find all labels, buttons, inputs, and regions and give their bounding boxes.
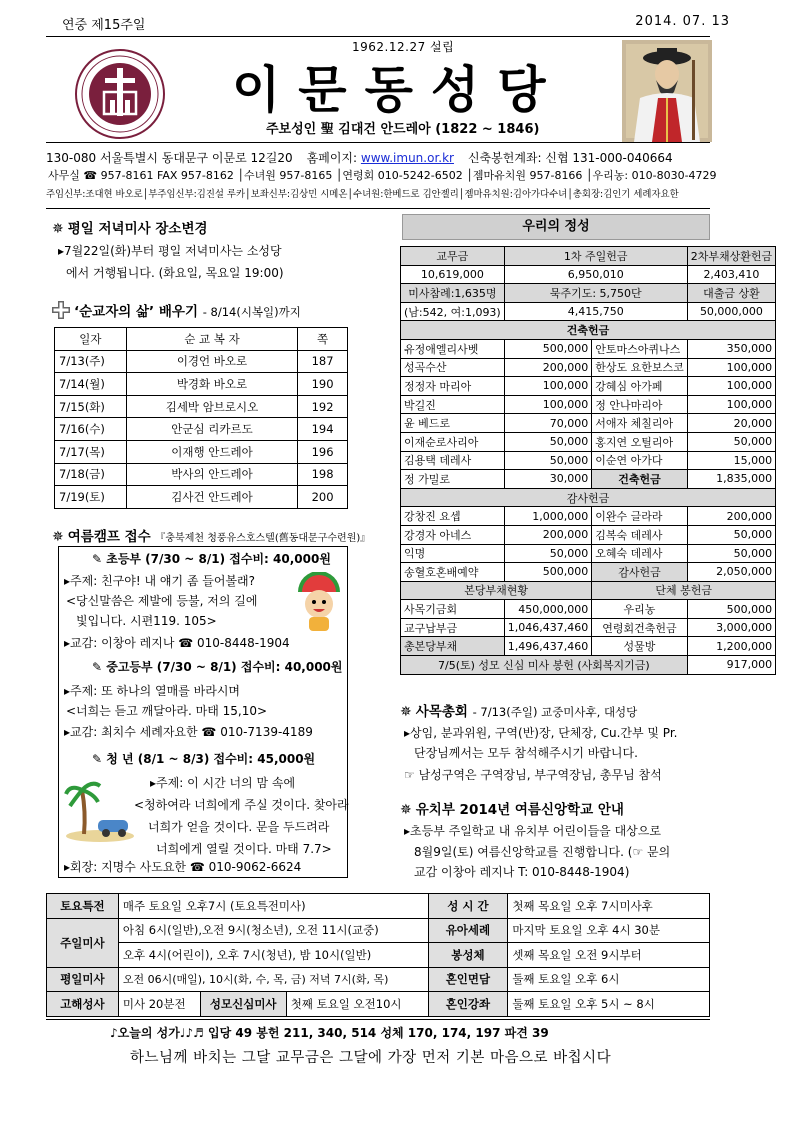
fin-head-first: 1차 주일헌금 <box>504 247 687 266</box>
table-row: 교구납부금 1,046,437,460 연령회건축헌금 3,000,000 <box>401 618 776 637</box>
building-fund-head: 건축헌금 <box>401 321 776 340</box>
patron-saint: 주보성인 聖 김대건 안드레아 (1822 ~ 1846) <box>266 122 540 137</box>
camp-youth-verse-1: <청하여라 너희에게 주실 것이다. 찾아라 <box>134 798 349 812</box>
table-row: 7/19(토) 김사건 안드레아 200 <box>55 486 348 509</box>
header-rule <box>46 36 710 37</box>
thanks-fund-head: 감사헌금 <box>401 488 776 507</box>
watermelon-kid-image <box>292 572 346 634</box>
fin-head-tithe: 교무금 <box>401 247 505 266</box>
vbs-heading: ✵ 유치부 2014년 여름신앙학교 안내 <box>400 802 624 818</box>
parish-title: 이문동성당 <box>232 61 564 119</box>
table-row: 유정애엘리사벳 500,000 안토마스아퀴나스 350,000 <box>401 339 776 358</box>
table-row: 성곡수산 200,000 한상도 요한보스코 100,000 <box>401 358 776 377</box>
vbs-text-1: ▸초등부 주일학교 내 유치부 어린이들을 대상으로 <box>404 824 661 838</box>
fin-val-tithe: 10,619,000 <box>401 265 505 284</box>
header-divider <box>46 142 710 143</box>
table-row: 정정자 마리아 100,000 강혜심 아가페 100,000 <box>401 377 776 396</box>
camp-elem-title: ✎ 초등부 (7/30 ~ 8/1) 접수비: 40,000원 <box>92 552 331 566</box>
table-row: 익명 50,000 오혜숙 데레사 50,000 <box>401 544 776 563</box>
table-row: 토요특전 매주 토요일 오후7시 (토요특전미사) 성 시 간 첫째 목요일 오후 7시미사후 <box>47 894 710 919</box>
fin-val-rosary: 4,415,750 <box>504 302 687 321</box>
star-icon: ✵ <box>400 802 412 818</box>
vbs-text-2: 8월9일(토) 여름신앙학교를 진행합니다. (☞ 문의 <box>414 845 671 859</box>
contact-divider <box>46 208 710 209</box>
table-row: 7/15(화) 김세박 암브로시오 192 <box>55 395 348 418</box>
debt-head: 본당부채현황 <box>401 581 592 600</box>
fin-val-attendance: (남:542, 여:1,093) <box>401 302 505 321</box>
fin-head-loan: 대출금 상환 <box>687 284 775 303</box>
table-row: 정 가밀로 30,000 건축헌금 1,835,000 <box>401 470 776 489</box>
camp-youth-contact: ▸회장: 지명수 사도요한 ☎ 010-9062-6624 <box>64 860 302 874</box>
fin-head-second: 2차부채상환헌금 <box>687 247 775 266</box>
table-row: 7/13(주) 이경언 바오로 187 <box>55 350 348 373</box>
table-row: 총본당부채 1,496,437,460 성물방 1,200,000 <box>401 637 776 656</box>
homepage-link[interactable]: www.imun.or.kr <box>360 151 454 165</box>
table-row: 이재순로사리아 50,000 홍지연 오틸리아 50,000 <box>401 432 776 451</box>
table-row: 김용택 데레사 50,000 이순연 아가다 15,000 <box>401 451 776 470</box>
table-row: 7/17(목) 이재행 안드레아 196 <box>55 440 348 463</box>
camp-elem-contact: ▸교감: 이창아 레지나 ☎ 010-8448-1904 <box>64 636 290 650</box>
donation-account: 신축봉헌계좌: 신협 131-000-040664 <box>467 151 673 165</box>
pastoral-text-2: 단장님께서는 모두 참석해주시기 바랍니다. <box>414 746 638 760</box>
special-offering-label: 7/5(토) 성모 신심 미사 봉헌 (사회복지기금) <box>401 656 688 675</box>
mass-schedule-table <box>46 893 710 1017</box>
phone-numbers: 사무실 ☎ 957-8161 FAX 957-8162 │수녀원 957-8165 │연령회 010-5242-6502 │젬마유치원 957-8166 │우리농: 010-8030-4729 <box>48 169 717 182</box>
finance-banner: 우리의 정성 <box>402 214 710 240</box>
camp-heading: ✵ 여름캠프 접수 『충북제천 청풍유스호스텔(舊동대문구수련원)』 <box>52 529 371 545</box>
camp-youth-verse-2: 너희가 얻을 것이다. 문을 두드려라 <box>148 820 330 834</box>
table-row: 평일미사 오전 06시(매일), 10시(화, 수, 목, 금) 저녁 7시(화, 목) 혼인면담 둘째 토요일 오후 6시 <box>47 967 710 992</box>
table-row: 송혈호혼배예약 500,000 감사헌금 2,050,000 <box>401 563 776 582</box>
table-row: 7/14(월) 박경화 바오로 190 <box>55 373 348 396</box>
parish-logo <box>74 48 166 140</box>
table-row: 7/18(금) 박사의 안드레아 198 <box>55 463 348 486</box>
pastoral-heading: ✵ 사목총회 - 7/13(주일) 교중미사후, 대성당 <box>400 704 638 720</box>
address: 130-080 서울특별시 동대문구 이문로 12길20 <box>46 151 293 165</box>
table-row: 박길진 100,000 정 안나마리아 100,000 <box>401 395 776 414</box>
group-offering-head: 단체 봉헌금 <box>592 581 776 600</box>
issue-date: 2014. 07. 13 <box>635 14 730 29</box>
special-offering-value: 917,000 <box>687 656 775 675</box>
pastoral-text-3: ☞ 남성구역은 구역장님, 부구역장님, 총무님 참석 <box>404 768 662 782</box>
table-row: 7/16(수) 안군심 리카르도 194 <box>55 418 348 441</box>
table-row: 윤 베드로 70,000 서애자 체칠리아 20,000 <box>401 414 776 433</box>
founded-date: 1962.12.27 설립 <box>352 40 455 54</box>
weekday-mass-text-2: 에서 거행됩니다. (화요일, 목요일 19:00) <box>66 266 284 280</box>
footer-rule <box>46 1019 710 1020</box>
todays-hymns: ♪오늘의 성가♩♪♬ 입당 49 봉헌 211, 340, 514 성체 170, 174, 197 파견 39 <box>110 1026 549 1040</box>
star-icon: ✵ <box>52 529 64 545</box>
camp-mid-title: ✎ 중고등부 (7/30 ~ 8/1) 접수비: 40,000원 <box>92 660 343 674</box>
footer-message: 하느님께 바치는 그달 교무금은 그달에 가장 먼저 기본 마음으로 바칩시다 <box>130 1050 612 1066</box>
address-line <box>46 149 710 166</box>
fin-val-first: 6,950,010 <box>504 265 687 284</box>
vbs-text-3: 교감 이창아 레지나 T: 010-8448-1904) <box>414 865 630 879</box>
camp-mid-contact: ▸교감: 최치수 세례자요한 ☎ 010-7139-4189 <box>64 725 313 739</box>
table-row: 사목기금회 450,000,000 우리농 500,000 <box>401 600 776 619</box>
col-date: 일자 <box>55 328 127 351</box>
saint-portrait-image <box>622 40 712 142</box>
col-martyr: 순 교 복 자 <box>126 328 297 351</box>
camp-elem-verse-2: 빛입니다. 시편119. 105> <box>76 614 217 628</box>
beach-palm-image <box>64 776 136 842</box>
table-row: 주일미사 아침 6시(일반),오전 9시(청소년), 오전 11시(교중) 유아세례 마지막 토요일 오후 4시 30분 <box>47 918 710 943</box>
fin-val-loan: 50,000,000 <box>687 302 775 321</box>
martyrs-table <box>54 327 348 509</box>
table-row: 고해성사 미사 20분전 성모신심미사 첫째 토요일 오전10시 혼인강좌 둘째 토요일 오후 5시 ~ 8시 <box>47 992 710 1017</box>
camp-youth-verse-3: 너희에게 열릴 것이다. 마태 7.7> <box>156 842 332 856</box>
camp-mid-theme: ▸주제: 또 하나의 열매를 바라시며 <box>64 684 241 698</box>
fin-head-rosary: 묵주기도: 5,750단 <box>504 284 687 303</box>
fin-head-attendance: 미사참례:1,635명 <box>401 284 505 303</box>
pastoral-text-1: ▸상임, 분과위원, 구역(반)장, 단체장, Cu.간부 및 Pr. <box>404 726 678 740</box>
camp-youth-title: ✎ 청 년 (8/1 ~ 8/3) 접수비: 45,000원 <box>92 752 316 766</box>
fin-val-second: 2,403,410 <box>687 265 775 284</box>
staff-list: 주임신부:조대현 바오로│부주임신부:김진설 루카│보좌신부:김상민 시메온│수녀원:한베드로 김안젤리│젬마유치원:김아가다수녀│총회장:김인기 세례자요한 <box>46 189 679 200</box>
homepage-label: 홈페이지: <box>306 151 358 165</box>
camp-elem-verse-1: <당신말씀은 제발에 등불, 저의 길에 <box>66 594 258 608</box>
col-page: 쪽 <box>298 328 348 351</box>
weekday-mass-text-1: ▸7월22일(화)부터 평일 저녁미사는 소성당 <box>58 244 282 258</box>
weekday-mass-heading: ✵ 평일 저녁미사 장소변경 <box>52 221 208 237</box>
issue-label: 연중 제15주일 <box>62 18 146 33</box>
star-icon: ✵ <box>52 221 64 237</box>
table-row: 강창진 요셉 1,000,000 이완수 글라라 200,000 <box>401 507 776 526</box>
camp-elem-theme: ▸주제: 친구야! 내 얘기 좀 들어볼래? <box>64 574 256 588</box>
finance-table <box>400 246 776 675</box>
table-row: 강경자 아네스 200,000 김복숙 데레사 50,000 <box>401 525 776 544</box>
cross-icon <box>52 301 70 319</box>
camp-youth-theme: ▸주제: 이 시간 너의 맘 속에 <box>150 776 296 790</box>
martyrs-heading: ‘순교자의 삶’ 배우기 - 8/14(시복일)까지 <box>52 300 301 320</box>
table-row: 오후 4시(어린이), 오후 7시(청년), 밤 10시(일반) 봉성체 셋째 목요일 오전 9시부터 <box>47 943 710 968</box>
camp-mid-verse: <너희는 듣고 깨달아라. 마태 15,10> <box>66 704 268 718</box>
star-icon: ✵ <box>400 704 412 720</box>
